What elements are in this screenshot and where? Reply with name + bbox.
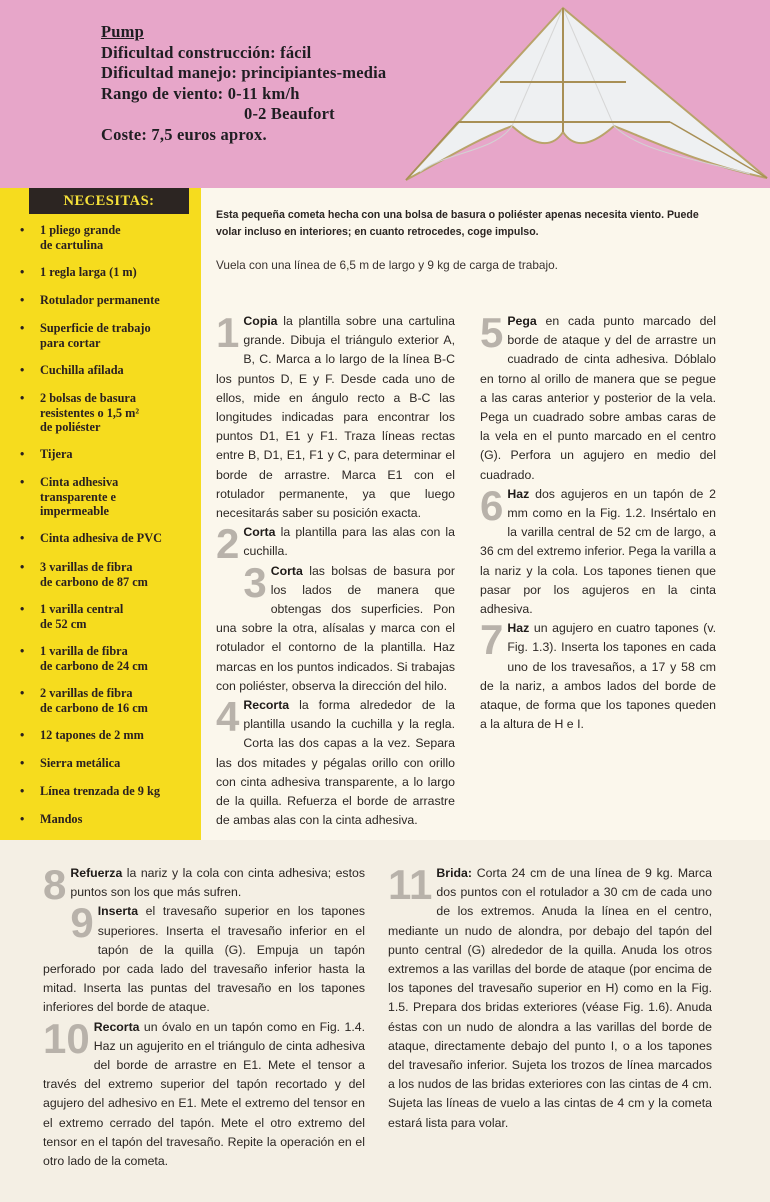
- step-keyword: Copia: [243, 314, 278, 328]
- step-text: en cada punto marcado del borde de ataque y del de arrastre un cuadrado de cinta adhesiva. Dóblalo en torno al orillo de manera que se pegue a las caras anterior y posterior de la vela. Pega un cuadrado sobre ambas caras de la vela en el punto marcado en el centro (G). Perfora un agujero en medio del cuadrado.: [480, 314, 716, 482]
- step-9: [43, 899, 365, 1017]
- bullet-icon: •: [20, 560, 25, 574]
- step-keyword: Haz: [507, 486, 530, 501]
- needs-item: [18, 293, 200, 308]
- needs-item: [18, 391, 200, 435]
- needs-item-line: 12 tapones de 2 mm: [40, 728, 144, 742]
- step-text: la plantilla sobre una cartulina grande. Dibuja el triángulo exterior A, B, C. Marca a lo largo de la línea B-C los puntos D, E y F. Desde cada uno de ellos, mide en ángulo recto a B-C las longitudes indicadas para encontrar los puntos D1, E1 y F1. Traza líneas rectas entre B, D1, E1, F1 y C, para determinar el borde de arrastre. Marca E1 con el rotulador permanente, ya que luego necesitarás saber su posición exacta.: [216, 314, 455, 521]
- needs-item: [18, 602, 200, 631]
- steps-column-2: [480, 309, 716, 734]
- needs-item-line: Cinta adhesiva de PVC: [40, 531, 162, 545]
- step-keyword: Refuerza: [70, 866, 123, 880]
- needs-item-line: Cuchilla afilada: [40, 363, 124, 377]
- step-keyword: Brida:: [436, 866, 472, 880]
- step-number: 7: [480, 616, 504, 664]
- step-text: Corta 24 cm de una línea de 9 kg. Marca dos puntos con el rotulador a 30 cm de cada uno de los extremos. Anuda la línea en el centro, mediante un nudo de alondra, por debajo del tapón del punto central (G) alrededor de la quilla. Anuda los otros extremos a las varillas del borde de ataque (por encima de los tapones del travesaño superior en H) como en la Fig. 1.5. Prepara dos bridas exteriores (véase Fig. 1.6). Anuda éstas con un nudo de alondra a las varillas del borde de ataque, directamente debajo del punto I, o a los tapones del travesaño inferior. Sujeta los trozos de línea marcados a los nudos de las bridas exteriores con las cintas de 4 cm. Sujeta las líneas de vuelo a las cintas de 4 cm y la cometa estará lista para volar.: [388, 866, 712, 1130]
- step-keyword: Corta: [270, 563, 303, 578]
- step-keyword: Recorta: [93, 1019, 140, 1034]
- step-keyword: Inserta: [97, 904, 139, 919]
- needs-item-line: de 52 cm: [40, 616, 87, 631]
- bullet-icon: •: [20, 756, 25, 770]
- step-text: el travesaño superior en los tapones superiores. Inserta el travesaño inferior en el tapón de la quilla (G). Empuja un tapón perforado por cada lado del travesaño inferior hasta la mitad. Inserta las puntas del travesaño en los tapones inferiores del borde de ataque.: [43, 904, 365, 1015]
- needs-item-line: transparente e: [40, 489, 116, 504]
- needs-item: [18, 644, 200, 673]
- spec-construction: Dificultad construcción: fácil: [101, 42, 312, 62]
- step-keyword: Recorta: [243, 698, 290, 713]
- step-number: 2: [216, 520, 240, 568]
- needs-item: [18, 265, 200, 280]
- step-keyword: Pega: [507, 314, 537, 328]
- needs-item-line: de carbono de 87 cm: [40, 574, 148, 589]
- bullet-icon: •: [20, 728, 25, 742]
- needs-item: [18, 728, 200, 743]
- step-number: 8: [43, 861, 67, 908]
- line-note: Vuela con una línea de 6,5 m de largo y 9 kg de carga de trabajo.: [216, 258, 558, 272]
- step-number: 6: [480, 481, 504, 529]
- bullet-icon: •: [20, 265, 25, 279]
- step-number: 3: [243, 558, 267, 606]
- needs-item-line: Tijera: [40, 447, 73, 461]
- needs-item-line: Línea trenzada de 9 kg: [40, 784, 161, 798]
- needs-item: [18, 321, 200, 350]
- needs-item: [18, 475, 200, 519]
- bullet-icon: •: [20, 391, 25, 405]
- spec-wind-range: Rango de viento: 0-11 km/h: [101, 83, 300, 103]
- needs-item-line: 2 varillas de fibra: [40, 686, 133, 700]
- needs-item: [18, 560, 200, 589]
- bullet-icon: •: [20, 321, 25, 335]
- step-text: un agujero en cuatro tapones (v. Fig. 1.3). Inserta los tapones en cada uno de los travesaños, a 17 y 58 cm de la nariz, a ambos lados del borde de ataque, de forma que los tapones queden a la altura de H e I.: [480, 621, 716, 732]
- needs-item: [18, 447, 200, 462]
- step-8: [43, 861, 365, 908]
- bullet-icon: •: [20, 363, 25, 377]
- steps-column-3: [43, 861, 365, 1171]
- needs-item-line: 1 varilla central: [40, 602, 124, 616]
- step-text: un óvalo en un tapón como en Fig. 1.4. Haz un agujerito en el triángulo de cinta adhesiva del borde de arrastre en E1. Mete el tensor a través del extremo superior del tapón recortado y del agujero del adhesivo en E1. Mete el extremo del tensor en el extremo cerrado del tapón. Mete el otro extremo del tensor en el tapón del travesaño. Repite la operación en el otro lado de la cometa.: [43, 1019, 365, 1169]
- step-keyword: Corta: [243, 525, 276, 540]
- step-keyword: Haz: [507, 621, 530, 636]
- step-number: 1: [216, 309, 240, 356]
- bullet-icon: •: [20, 602, 25, 616]
- step-10: [43, 1014, 365, 1172]
- needs-item: [18, 686, 200, 715]
- step-6: [480, 481, 716, 619]
- steps-column-1: [216, 309, 455, 830]
- needs-item: [18, 756, 200, 771]
- step-2: [216, 520, 455, 568]
- needs-item-line: 1 pliego grande: [40, 223, 121, 237]
- step-number: 9: [70, 899, 94, 947]
- needs-item: [18, 363, 200, 378]
- needs-item-line: de poliéster: [40, 420, 101, 435]
- needs-item: [18, 812, 200, 827]
- needs-item-line: Cinta adhesiva: [40, 475, 119, 489]
- step-number: 4: [216, 693, 240, 741]
- step-7: [480, 616, 716, 734]
- step-text: la forma alrededor de la plantilla usando la cuchilla y la regla. Corta las dos capas a la vez. Separa las dos mitades y pégalas orillo con orillo con cinta adhesiva transparente, a lo largo de la quilla. Refuerza el borde de arrastre de ambas alas con la cinta adhesiva.: [216, 698, 455, 828]
- step-number: 5: [480, 309, 504, 356]
- kite-specs: [101, 22, 386, 145]
- needs-item: [18, 223, 200, 252]
- bullet-icon: •: [20, 447, 25, 461]
- needs-item-line: Sierra metálica: [40, 756, 121, 770]
- spec-handling: Dificultad manejo: principiantes-media: [101, 63, 387, 82]
- step-11: [388, 861, 712, 1133]
- needs-item-line: 3 varillas de fibra: [40, 560, 133, 574]
- needs-item-line: impermeable: [40, 504, 109, 519]
- bullet-icon: •: [20, 475, 25, 489]
- needs-item-line: 2 bolsas de basura: [40, 391, 137, 405]
- needs-item-line: para cortar: [40, 335, 101, 350]
- needs-item-line: de carbono de 16 cm: [40, 700, 148, 715]
- needs-item-line: Superficie de trabajo: [40, 321, 151, 335]
- step-text: la plantilla para las alas con la cuchilla.: [243, 525, 455, 559]
- needs-item: [18, 784, 200, 799]
- needs-item-line: resistentes o 1,5 m²: [40, 405, 140, 420]
- step-3: [216, 558, 455, 696]
- needs-item: [18, 531, 200, 546]
- bullet-icon: •: [20, 223, 25, 237]
- kite-name: Pump: [101, 22, 144, 41]
- spec-cost: Coste: 7,5 euros aprox.: [101, 124, 267, 144]
- needs-item-line: de carbono de 24 cm: [40, 658, 148, 673]
- needs-item-line: 1 varilla de fibra: [40, 644, 128, 658]
- step-text: dos agujeros en un tapón de 2 mm como en la Fig. 1.2. Insértalo en la varilla central de 52 cm de largo, a 36 cm del extremo inferior. Pega la varilla a la nariz y la cola. Los tapones tienen que pasar por los agujeros en la cinta adhesiva.: [480, 486, 716, 617]
- needs-title: NECESITAS:: [29, 188, 189, 214]
- bullet-icon: •: [20, 784, 25, 798]
- bullet-icon: •: [20, 686, 25, 700]
- step-4: [216, 693, 455, 830]
- steps-column-4: [388, 861, 712, 1133]
- bullet-icon: •: [20, 531, 25, 545]
- step-number: 11: [388, 861, 433, 908]
- needs-item-line: Mandos: [40, 812, 83, 826]
- bullet-icon: •: [20, 644, 25, 658]
- step-number: 10: [43, 1014, 90, 1062]
- needs-item-line: Rotulador permanente: [40, 293, 160, 307]
- intro-text: Esta pequeña cometa hecha con una bolsa de basura o poliéster apenas necesita viento. Puede volar incluso en interiores; en cuanto retrocedes, coge impulso.: [216, 209, 699, 238]
- kite-illustration: [400, 2, 770, 186]
- needs-item-line: 1 regla larga (1 m): [40, 265, 137, 279]
- step-text: las bolsas de basura por los lados de manera que obtengas dos superficies. Pon una sobre la otra, alísalas y marca con el rotulador el contorno de la plantilla. Haz marcas en los puntos indicados. Si trabajas con poliéster, observa la dirección del hilo.: [216, 563, 455, 693]
- needs-item-line: de cartulina: [40, 237, 104, 252]
- bullet-icon: •: [20, 812, 25, 826]
- step-text: la nariz y la cola con cinta adhesiva; estos puntos son los que más sufren.: [70, 866, 365, 900]
- bullet-icon: •: [20, 293, 25, 307]
- step-5: [480, 309, 716, 485]
- step-1: [216, 309, 455, 523]
- spec-beaufort: 0-2 Beaufort: [244, 104, 335, 123]
